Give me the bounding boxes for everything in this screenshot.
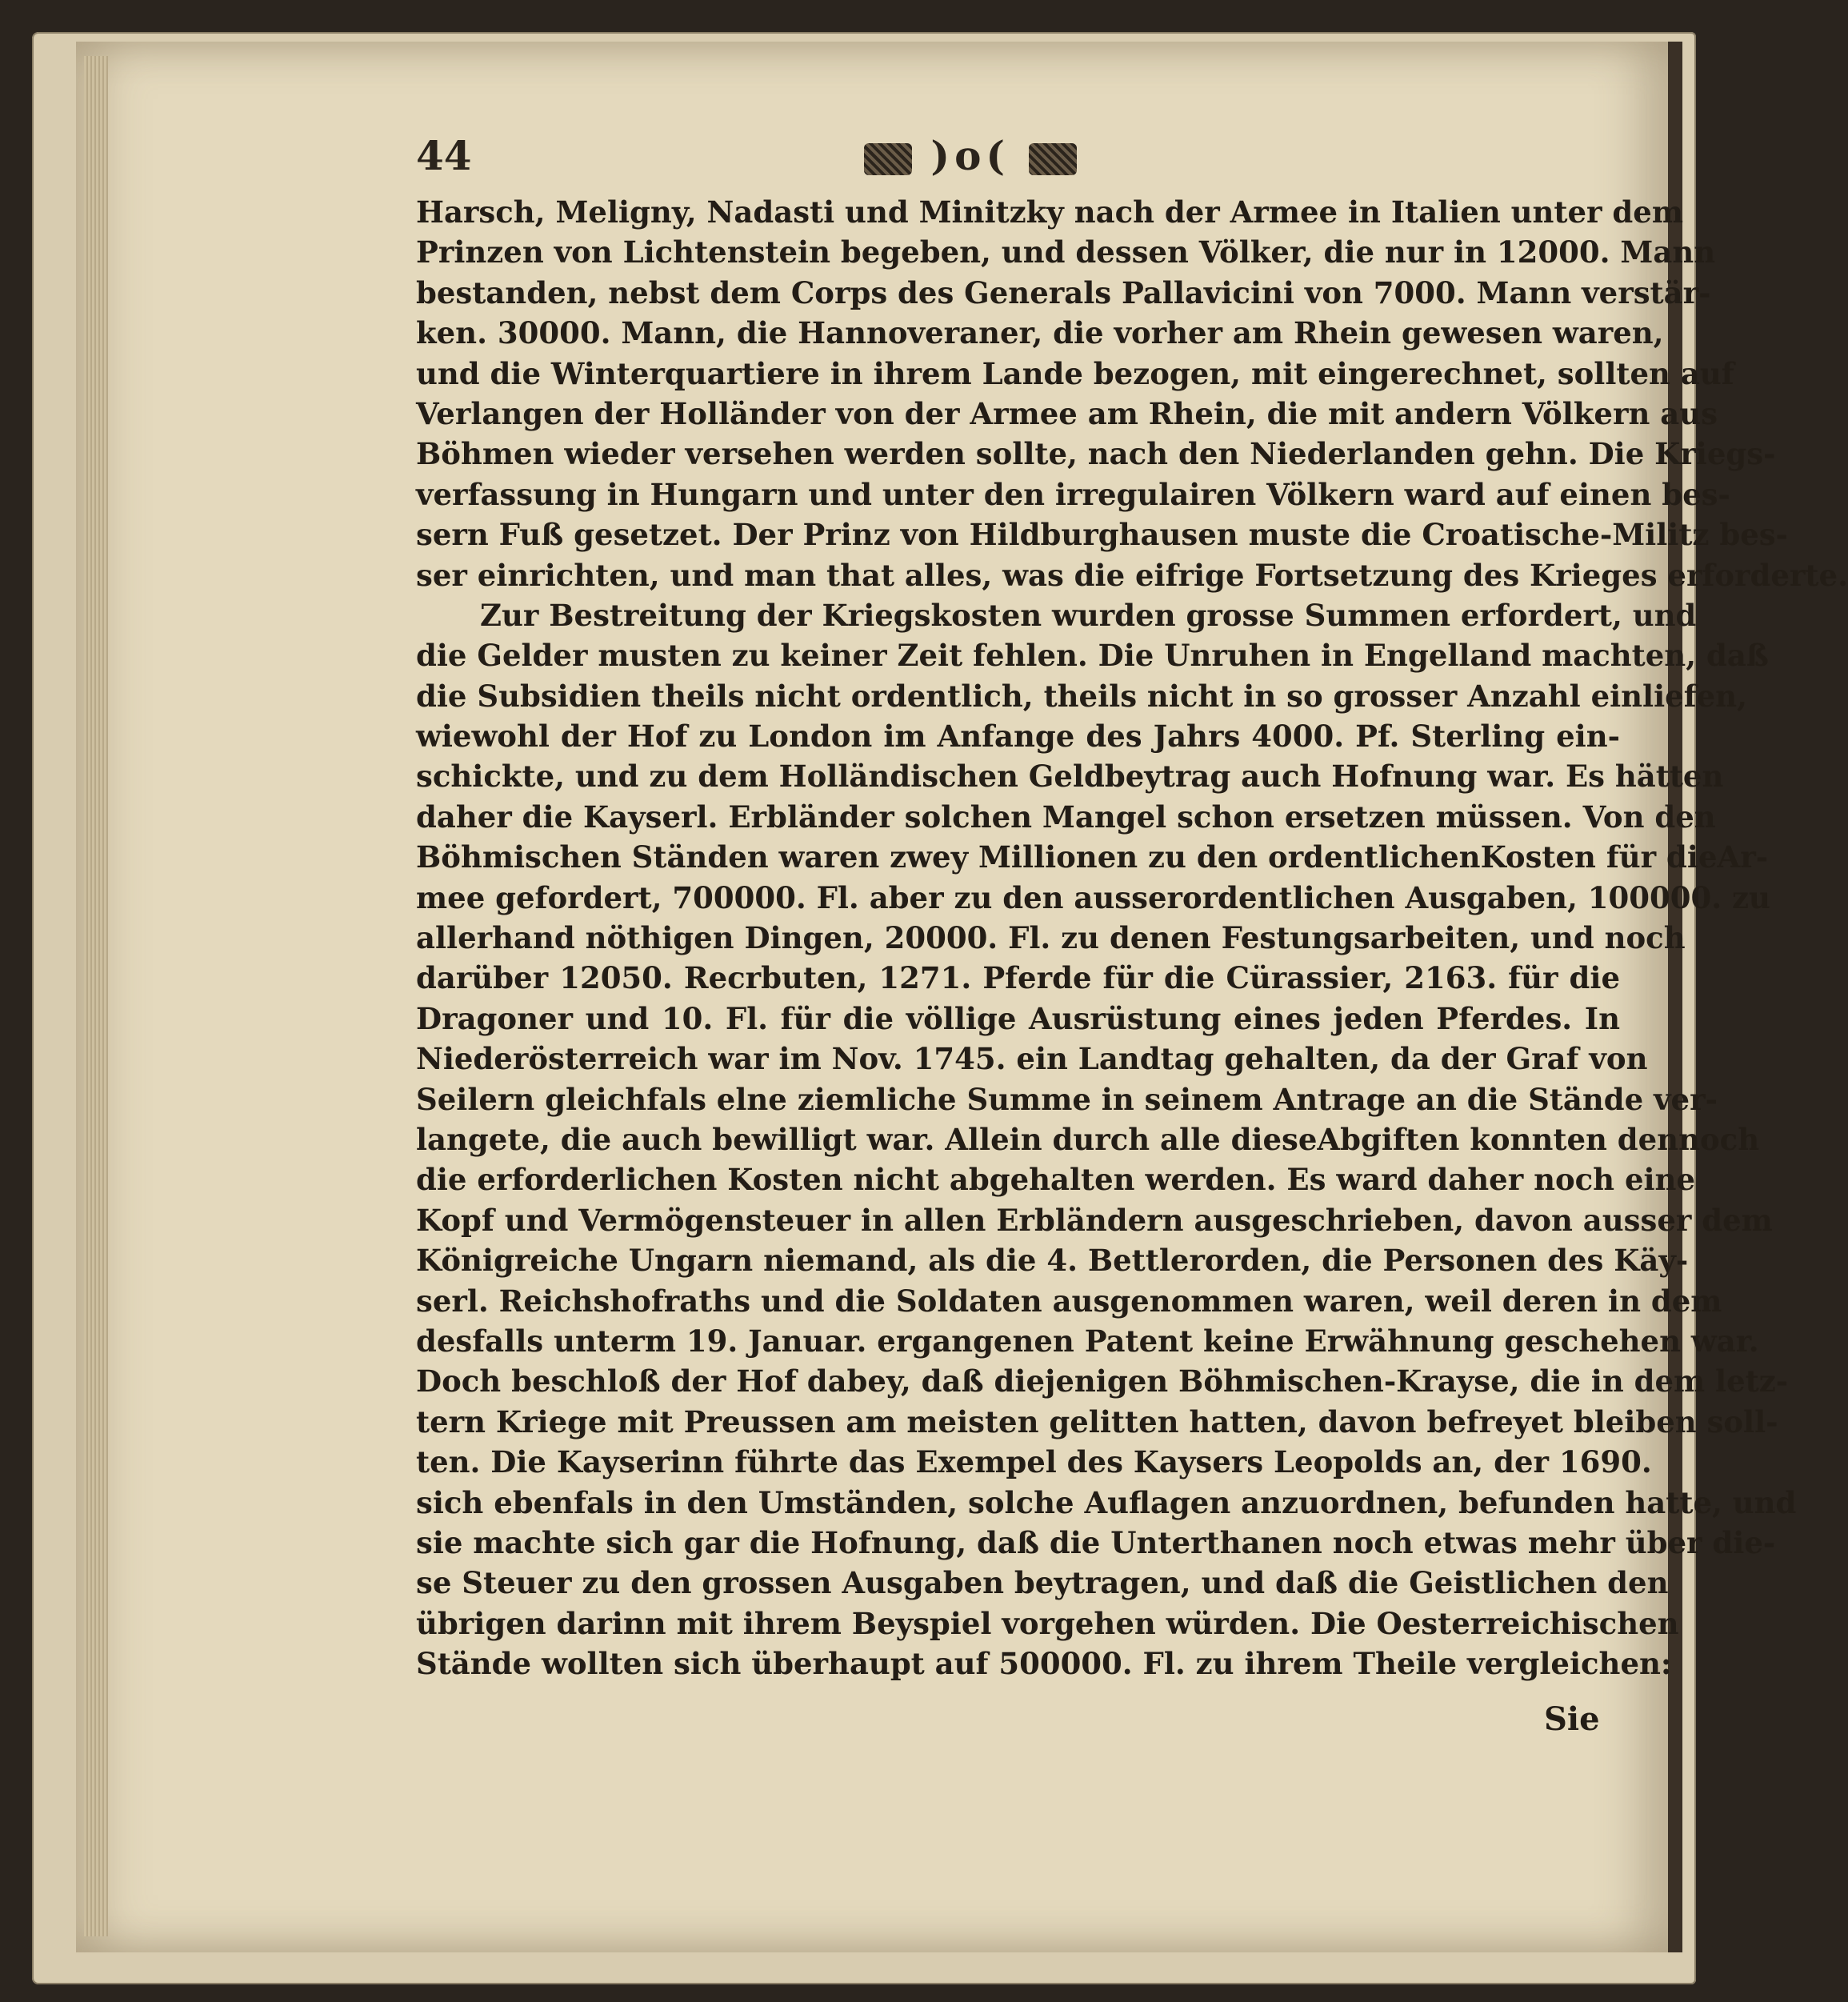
text-line: darüber 12050. Recrbuten, 1271. Pferde für die Cürassier, 2163. für die [416,960,1620,996]
text-line: die Gelder musten zu keiner Zeit fehlen. Die Unruhen in Engelland machten, daß [416,638,1769,674]
text-line: verfassung in Hungarn und unter den irregulairen Völkern ward auf einen bes- [416,476,1730,512]
text-line: Doch beschloß der Hof dabey, daß diejenigen Böhmischen-Krayse, die in dem letz- [416,1363,1789,1399]
catchword: Sie [1544,1700,1600,1738]
text-line: allerhand nöthigen Dingen, 20000. Fl. zu denen Festungsarbeiten, und noch [416,920,1686,956]
text-line: wiewohl der Hof zu London im Anfange des Jahrs 4000. Pf. Sterling ein- [416,719,1620,755]
text-line: Prinzen von Lichtenstein begeben, und dessen Völker, die nur in 12000. Mann [416,234,1716,270]
text-line: Königreiche Ungarn niemand, als die 4. Bettlerorden, die Personen des Käy- [416,1243,1689,1279]
text-line: und die Winterquartiere in ihrem Lande bezogen, mit eingerechnet, sollten auf [416,355,1734,391]
text-line: Harsch, Meligny, Nadasti und Minitzky nach der Armee in Italien unter dem [416,194,1683,230]
text-line: ken. 30000. Mann, die Hannoveraner, die vorher am Rhein gewesen waren, [416,315,1664,351]
text-line: die erforderlichen Kosten nicht abgehalten werden. Es ward daher noch eine [416,1162,1696,1198]
text-line: serl. Reichshofraths und die Soldaten ausgenommen waren, weil deren in dem [416,1283,1722,1319]
text-line: ten. Die Kayserinn führte das Exempel des Kaysers Leopolds an, der 1690. [416,1444,1652,1480]
text-line: sern Fuß gesetzet. Der Prinz von Hildburghausen muste die Croatische-Militz bes- [416,517,1788,553]
text-line: sich ebenfals in den Umständen, solche Auflagen anzuordnen, befunden hatte, und [416,1484,1797,1520]
catchword-wrap [1544,1700,1600,1738]
ornament-right-icon [1029,143,1077,175]
page-header [416,132,1616,180]
text-line: mee gefordert, 700000. Fl. aber zu den ausserordentlichen Ausgaben, 100000. zu [416,879,1770,915]
text-line: se Steuer zu den grossen Ausgaben beytragen, und daß die Geistlichen den [416,1565,1669,1601]
ornament-text: )o( [930,132,1010,179]
text-line: sie machte sich gar die Hofnung, daß die Unterthanen noch etwas mehr über die- [416,1524,1776,1560]
text-line: tern Kriege mit Preussen am meisten gelitten hatten, davon befreyet bleiben soll- [416,1403,1778,1439]
text-line: bestanden, nebst dem Corps des Generals Pallavicini von 7000. Mann verstär- [416,274,1711,310]
body-text [416,192,1848,1684]
text-line: langete, die auch bewilligt war. Allein durch alle dieseAbgiften konnten dennoch [416,1121,1760,1157]
text-line: übrigen darinn mit ihrem Beyspiel vorgehen würden. Die Oesterreichischen [416,1605,1679,1641]
text-line: Kopf und Vermögensteuer in allen Erbländern ausgeschrieben, davon ausser dem [416,1202,1773,1238]
text-line: schickte, und zu dem Holländischen Geldbeytrag auch Hofnung war. Es hätten [416,759,1724,795]
page-stack-edge [84,56,108,1936]
text-line: daher die Kayserl. Erbländer solchen Mangel schon ersetzen müssen. Von den [416,799,1716,835]
text-line: Dragoner und 10. Fl. für die völlige Ausrüstung eines jeden Pferdes. In [416,1000,1620,1036]
text-line: Seilern gleichfals elne ziemliche Summe in seinem Antrage an die Stände ver- [416,1081,1718,1117]
ornament-left-icon [864,143,912,175]
text-line: Niederösterreich war im Nov. 1745. ein Landtag gehalten, da der Graf von [416,1041,1648,1077]
text-line: Verlangen der Holländer von der Armee am Rhein, die mit andern Völkern aus [416,395,1718,431]
text-line: Böhmen wieder versehen werden sollte, nach den Niederlanden gehn. Die Kriegs- [416,436,1776,472]
header-ornament [864,132,1077,179]
text-line: Zur Bestreitung der Kriegskosten wurden grosse Summen erfordert, und [480,597,1697,633]
text-line: desfalls unterm 19. Januar. ergangenen Patent keine Erwähnung geschehen war. [416,1323,1759,1359]
text-line: Stände wollten sich überhaupt auf 500000. Fl. zu ihrem Theile vergleichen: [416,1646,1672,1682]
text-line: die Subsidien theils nicht ordentlich, theils nicht in so grosser Anzahl einliefen, [416,678,1747,714]
text-line: ser einrichten, und man that alles, was die eifrige Fortsetzung des Krieges erforderte. [416,557,1848,593]
page-number: 44 [416,132,472,179]
text-line: Böhmischen Ständen waren zwey Millionen zu den ordentlichenKosten für dieAr- [416,839,1769,875]
